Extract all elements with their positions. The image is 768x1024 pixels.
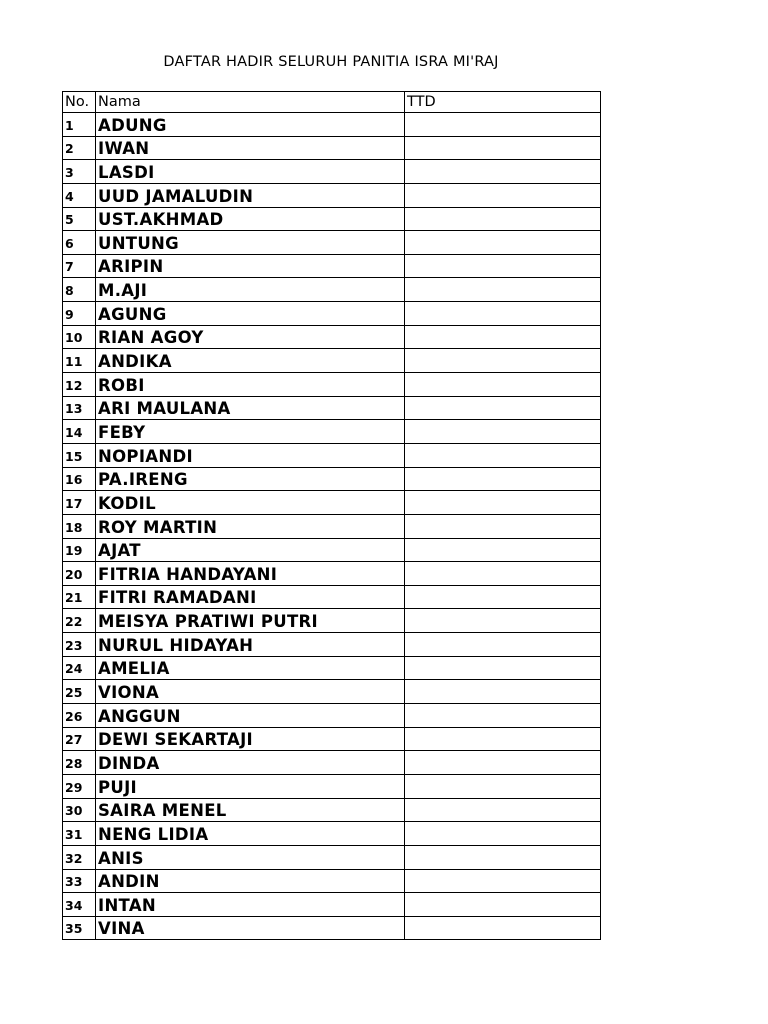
table-row xyxy=(63,727,601,751)
row-name: KODIL xyxy=(96,491,405,515)
row-signature-cell[interactable] xyxy=(405,845,601,869)
table-row xyxy=(63,845,601,869)
row-signature-cell[interactable] xyxy=(405,680,601,704)
row-number: 1 xyxy=(63,113,96,137)
row-name: ROY MARTIN xyxy=(96,514,405,538)
row-name: FITRIA HANDAYANI xyxy=(96,562,405,586)
row-number: 31 xyxy=(63,822,96,846)
row-signature-cell[interactable] xyxy=(405,349,601,373)
row-number: 2 xyxy=(63,136,96,160)
table-row xyxy=(63,349,601,373)
row-signature-cell[interactable] xyxy=(405,633,601,657)
row-number: 3 xyxy=(63,160,96,184)
table-row xyxy=(63,609,601,633)
row-name: NOPIANDI xyxy=(96,443,405,467)
table-row xyxy=(63,514,601,538)
row-name: ARI MAULANA xyxy=(96,396,405,420)
row-name: INTAN xyxy=(96,893,405,917)
table-row xyxy=(63,183,601,207)
row-number: 17 xyxy=(63,491,96,515)
row-name: ANGGUN xyxy=(96,704,405,728)
row-number: 24 xyxy=(63,656,96,680)
table-row xyxy=(63,774,601,798)
row-name: DEWI SEKARTAJI xyxy=(96,727,405,751)
document-title: DAFTAR HADIR SELURUH PANITIA ISRA MI'RAJ xyxy=(163,54,499,70)
row-number: 7 xyxy=(63,254,96,278)
header-ttd: TTD xyxy=(405,92,601,113)
table-row xyxy=(63,396,601,420)
row-signature-cell[interactable] xyxy=(405,514,601,538)
row-name: MEISYA PRATIWI PUTRI xyxy=(96,609,405,633)
row-signature-cell[interactable] xyxy=(405,278,601,302)
row-name: ANDIN xyxy=(96,869,405,893)
header-no: No. xyxy=(63,92,96,113)
row-name: IWAN xyxy=(96,136,405,160)
row-number: 34 xyxy=(63,893,96,917)
row-number: 30 xyxy=(63,798,96,822)
row-signature-cell[interactable] xyxy=(405,491,601,515)
row-signature-cell[interactable] xyxy=(405,136,601,160)
row-number: 29 xyxy=(63,774,96,798)
row-name: FITRI RAMADANI xyxy=(96,585,405,609)
table-header-row xyxy=(63,92,601,113)
table-row xyxy=(63,373,601,397)
table-row xyxy=(63,869,601,893)
row-signature-cell[interactable] xyxy=(405,113,601,137)
table-row xyxy=(63,798,601,822)
table-row xyxy=(63,420,601,444)
row-number: 26 xyxy=(63,704,96,728)
table-row xyxy=(63,656,601,680)
row-signature-cell[interactable] xyxy=(405,916,601,940)
row-number: 11 xyxy=(63,349,96,373)
row-signature-cell[interactable] xyxy=(405,704,601,728)
table-row xyxy=(63,893,601,917)
row-name: UST.AKHMAD xyxy=(96,207,405,231)
table-row xyxy=(63,136,601,160)
row-number: 6 xyxy=(63,231,96,255)
table-row xyxy=(63,916,601,940)
row-number: 9 xyxy=(63,302,96,326)
row-signature-cell[interactable] xyxy=(405,656,601,680)
row-name: PA.IRENG xyxy=(96,467,405,491)
row-name: VINA xyxy=(96,916,405,940)
row-name: UUD JAMALUDIN xyxy=(96,183,405,207)
row-number: 27 xyxy=(63,727,96,751)
row-name: NENG LIDIA xyxy=(96,822,405,846)
row-name: UNTUNG xyxy=(96,231,405,255)
row-signature-cell[interactable] xyxy=(405,774,601,798)
row-name: ARIPIN xyxy=(96,254,405,278)
table-row xyxy=(63,231,601,255)
row-signature-cell[interactable] xyxy=(405,325,601,349)
row-signature-cell[interactable] xyxy=(405,183,601,207)
row-number: 8 xyxy=(63,278,96,302)
table-row xyxy=(63,467,601,491)
row-signature-cell[interactable] xyxy=(405,373,601,397)
table-row xyxy=(63,633,601,657)
row-signature-cell[interactable] xyxy=(405,443,601,467)
row-signature-cell[interactable] xyxy=(405,585,601,609)
table-row xyxy=(63,751,601,775)
attendance-table xyxy=(62,91,601,940)
row-signature-cell[interactable] xyxy=(405,538,601,562)
row-name: ANIS xyxy=(96,845,405,869)
row-number: 10 xyxy=(63,325,96,349)
row-signature-cell[interactable] xyxy=(405,207,601,231)
row-signature-cell[interactable] xyxy=(405,751,601,775)
row-number: 18 xyxy=(63,514,96,538)
table-row xyxy=(63,562,601,586)
table-row xyxy=(63,585,601,609)
row-number: 16 xyxy=(63,467,96,491)
row-signature-cell[interactable] xyxy=(405,822,601,846)
row-number: 12 xyxy=(63,373,96,397)
row-name: AJAT xyxy=(96,538,405,562)
header-nama: Nama xyxy=(96,92,405,113)
row-number: 19 xyxy=(63,538,96,562)
row-name: ADUNG xyxy=(96,113,405,137)
table-row xyxy=(63,302,601,326)
row-name: M.AJI xyxy=(96,278,405,302)
table-row xyxy=(63,443,601,467)
row-signature-cell[interactable] xyxy=(405,609,601,633)
row-name: AMELIA xyxy=(96,656,405,680)
row-name: ROBI xyxy=(96,373,405,397)
table-row xyxy=(63,160,601,184)
row-number: 33 xyxy=(63,869,96,893)
table-body xyxy=(63,113,601,940)
row-number: 15 xyxy=(63,443,96,467)
row-signature-cell[interactable] xyxy=(405,302,601,326)
row-name: RIAN AGOY xyxy=(96,325,405,349)
row-number: 21 xyxy=(63,585,96,609)
table-row xyxy=(63,538,601,562)
table-row xyxy=(63,113,601,137)
row-number: 20 xyxy=(63,562,96,586)
row-signature-cell[interactable] xyxy=(405,160,601,184)
row-number: 28 xyxy=(63,751,96,775)
table-row xyxy=(63,254,601,278)
row-number: 13 xyxy=(63,396,96,420)
row-name: ANDIKA xyxy=(96,349,405,373)
table-row xyxy=(63,278,601,302)
row-number: 23 xyxy=(63,633,96,657)
table-row xyxy=(63,680,601,704)
row-name: SAIRA MENEL xyxy=(96,798,405,822)
row-name: FEBY xyxy=(96,420,405,444)
row-signature-cell[interactable] xyxy=(405,893,601,917)
row-signature-cell[interactable] xyxy=(405,869,601,893)
row-number: 35 xyxy=(63,916,96,940)
row-signature-cell[interactable] xyxy=(405,562,601,586)
row-number: 22 xyxy=(63,609,96,633)
row-number: 25 xyxy=(63,680,96,704)
row-signature-cell[interactable] xyxy=(405,396,601,420)
table-row xyxy=(63,822,601,846)
row-name: VIONA xyxy=(96,680,405,704)
row-number: 4 xyxy=(63,183,96,207)
table-row xyxy=(63,704,601,728)
row-name: NURUL HIDAYAH xyxy=(96,633,405,657)
row-signature-cell[interactable] xyxy=(405,467,601,491)
table-row xyxy=(63,207,601,231)
row-number: 14 xyxy=(63,420,96,444)
table-row xyxy=(63,325,601,349)
row-signature-cell[interactable] xyxy=(405,727,601,751)
row-number: 32 xyxy=(63,845,96,869)
row-signature-cell[interactable] xyxy=(405,231,601,255)
row-name: PUJI xyxy=(96,774,405,798)
row-number: 5 xyxy=(63,207,96,231)
row-signature-cell[interactable] xyxy=(405,254,601,278)
row-signature-cell[interactable] xyxy=(405,420,601,444)
row-name: DINDA xyxy=(96,751,405,775)
row-name: AGUNG xyxy=(96,302,405,326)
row-signature-cell[interactable] xyxy=(405,798,601,822)
row-name: LASDI xyxy=(96,160,405,184)
table-row xyxy=(63,491,601,515)
